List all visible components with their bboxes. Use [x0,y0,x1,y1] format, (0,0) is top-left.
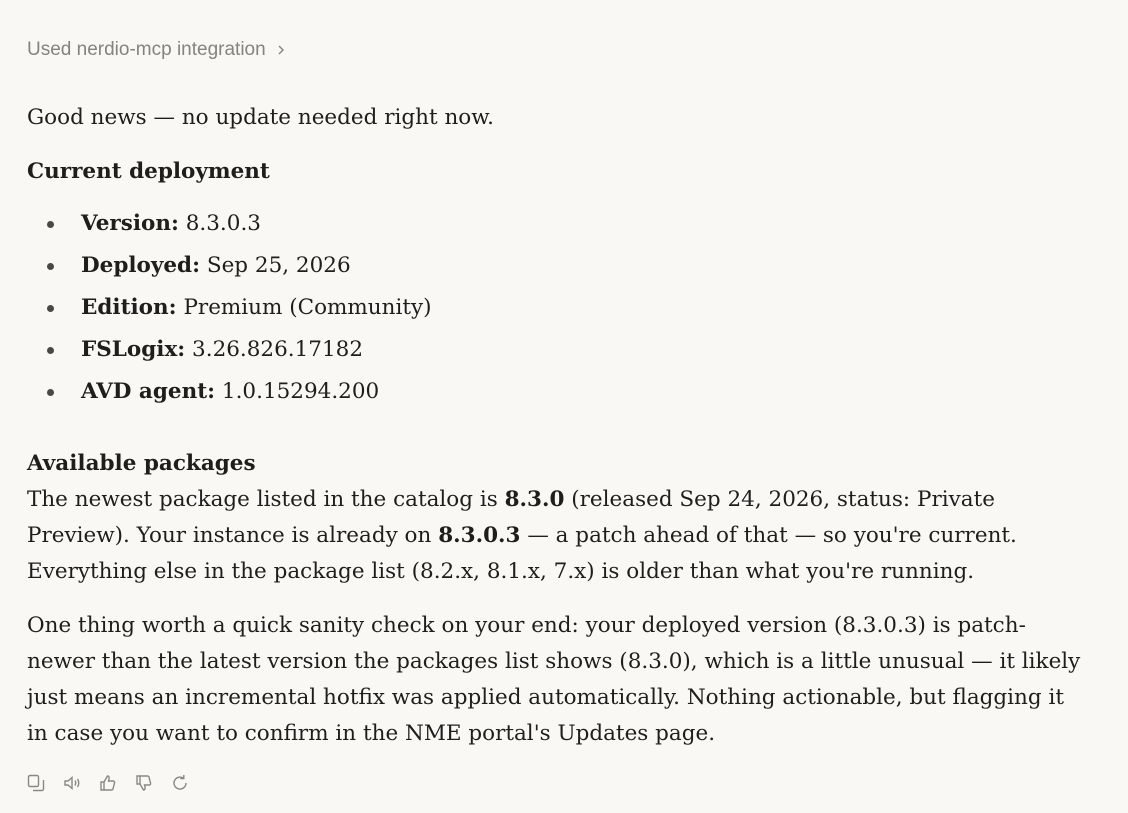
available-packages-paragraph: The newest package listed in the catalog is 8.3.0 (released Sep 24, 2026, status: Private Preview). Your instance is already on 8.3.0.3 — a patch ahead of that — so you're current. Everything else in the package list (8.2.x, 8.1.x, 7.x) is older than what you're running. [27,487,1017,584]
available-packages-heading: Available packages [27,451,256,476]
sanity-check-paragraph: One thing worth a quick sanity check on your end: your deployed version (8.3.0.3) is patch-newer than the latest version the packages list shows (8.3.0), which is a little unusual — it likely just means an incremental hotfix was applied automatically. Nothing actionable, but flagging it in case you want to confirm in the NME portal's Updates page. [27,613,1081,746]
copy-button[interactable] [25,774,47,796]
read-aloud-button[interactable] [61,774,83,796]
deployment-list [27,206,1087,416]
thumbs-down-button[interactable] [133,774,155,796]
read-aloud-icon [62,773,82,797]
chevron-right-icon [276,44,286,56]
list-item: Deployed: Sep 25, 2026 [27,248,1087,290]
retry-button[interactable] [169,774,191,796]
thumbs-up-button[interactable] [97,774,119,796]
list-item: Edition: Premium (Community) [27,290,1087,332]
tool-use-toggle[interactable] [27,37,286,63]
tool-use-label: Used nerdio-mcp integration [27,39,266,60]
list-item: Version: 8.3.0.3 [27,206,1087,248]
intro-text: Good news — no update needed right now. [27,105,494,130]
retry-icon [170,773,190,797]
list-item: FSLogix: 3.26.826.17182 [27,332,1087,374]
message-body [27,100,1087,752]
thumbs-down-icon [134,773,154,797]
current-deployment-heading: Current deployment [27,159,270,184]
list-item: AVD agent: 1.0.15294.200 [27,374,1087,416]
message-actions [25,774,191,796]
copy-icon [26,773,46,797]
thumbs-up-icon [98,773,118,797]
